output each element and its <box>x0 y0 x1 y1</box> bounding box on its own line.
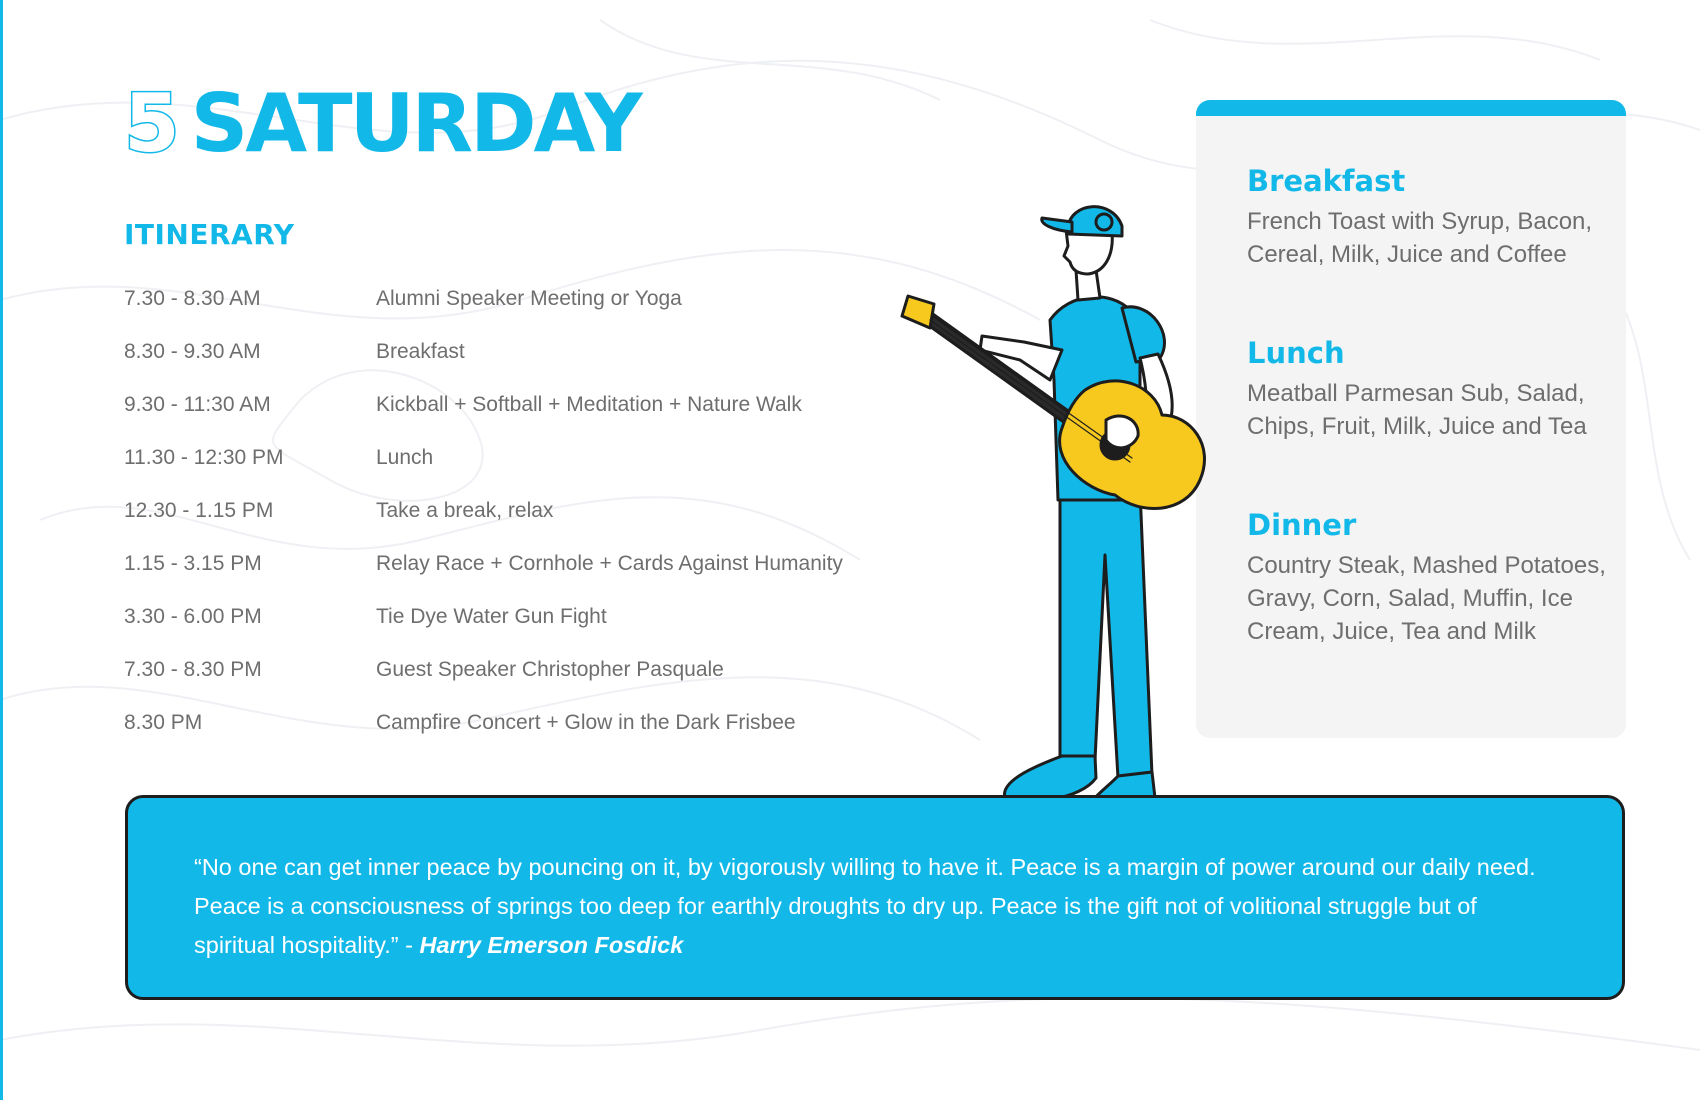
itinerary-time: 12.30 - 1.15 PM <box>124 498 274 522</box>
itinerary-time: 3.30 - 6.00 PM <box>124 604 262 628</box>
left-edge-stripe <box>0 0 3 1100</box>
itinerary-activity: Relay Race + Cornhole + Cards Against Humanity <box>376 551 843 575</box>
quote-text <box>194 848 1562 965</box>
day-name: SATURDAY <box>190 77 640 170</box>
itinerary-time: 8.30 - 9.30 AM <box>124 339 261 363</box>
itinerary-activity: Breakfast <box>376 339 465 363</box>
quote-box <box>125 795 1625 1000</box>
itinerary-row <box>124 378 904 431</box>
itinerary-row <box>124 590 904 643</box>
meal-items: French Toast with Syrup, Bacon, Cereal, Milk, Juice and Coffee <box>1247 207 1593 268</box>
quote-author: Harry Emerson Fosdick <box>419 932 684 958</box>
itinerary-activity: Campfire Concert + Glow in the Dark Frisbee <box>376 710 796 734</box>
guitarist-illustration <box>900 200 1240 840</box>
itinerary-activity: Guest Speaker Christopher Pasquale <box>376 657 724 681</box>
itinerary-activity: Tie Dye Water Gun Fight <box>376 604 607 628</box>
itinerary-time: 7.30 - 8.30 PM <box>124 657 262 681</box>
meal-title: Dinner <box>1247 508 1357 542</box>
meal-title: Lunch <box>1247 336 1345 370</box>
meal-items: Country Steak, Mashed Potatoes, Gravy, Corn, Salad, Muffin, Ice Cream, Juice, Tea and Milk <box>1247 551 1606 645</box>
itinerary-activity: Kickball + Softball + Meditation + Nature Walk <box>376 392 802 416</box>
itinerary-row <box>124 696 904 749</box>
meal-breakfast <box>1247 164 1607 271</box>
itinerary-time: 8.30 PM <box>124 710 203 734</box>
menu-card-accent-bar <box>1196 100 1626 116</box>
itinerary-list <box>124 272 904 749</box>
meal-dinner <box>1247 508 1607 648</box>
meal-items: Meatball Parmesan Sub, Salad, Chips, Fruit, Milk, Juice and Tea <box>1247 379 1587 440</box>
itinerary-heading: ITINERARY <box>124 218 295 251</box>
itinerary-activity: Alumni Speaker Meeting or Yoga <box>376 286 682 310</box>
itinerary-row <box>124 537 904 590</box>
itinerary-row <box>124 484 904 537</box>
day-title <box>124 77 640 170</box>
meal-menu-card <box>1196 100 1626 738</box>
quote-body: “No one can get inner peace by pouncing on it, by vigorously willing to have it. Peace is a margin of power around our daily need. Peace is a consciousness of springs too deep for earthly droughts to dry up. Peace is the gift not of volitional struggle but of spiritual hospitality.” - <box>194 854 1536 958</box>
itinerary-row <box>124 272 904 325</box>
itinerary-time: 1.15 - 3.15 PM <box>124 551 262 575</box>
meal-title: Breakfast <box>1247 164 1406 198</box>
itinerary-time: 11.30 - 12:30 PM <box>124 445 284 469</box>
itinerary-activity: Take a break, relax <box>376 498 554 522</box>
itinerary-time: 9.30 - 11:30 AM <box>124 392 271 416</box>
itinerary-row <box>124 325 904 378</box>
itinerary-time: 7.30 - 8.30 AM <box>124 286 261 310</box>
itinerary-row <box>124 431 904 484</box>
meal-lunch <box>1247 336 1607 443</box>
itinerary-activity: Lunch <box>376 445 434 469</box>
itinerary-row <box>124 643 904 696</box>
day-number: 5 <box>124 77 177 170</box>
